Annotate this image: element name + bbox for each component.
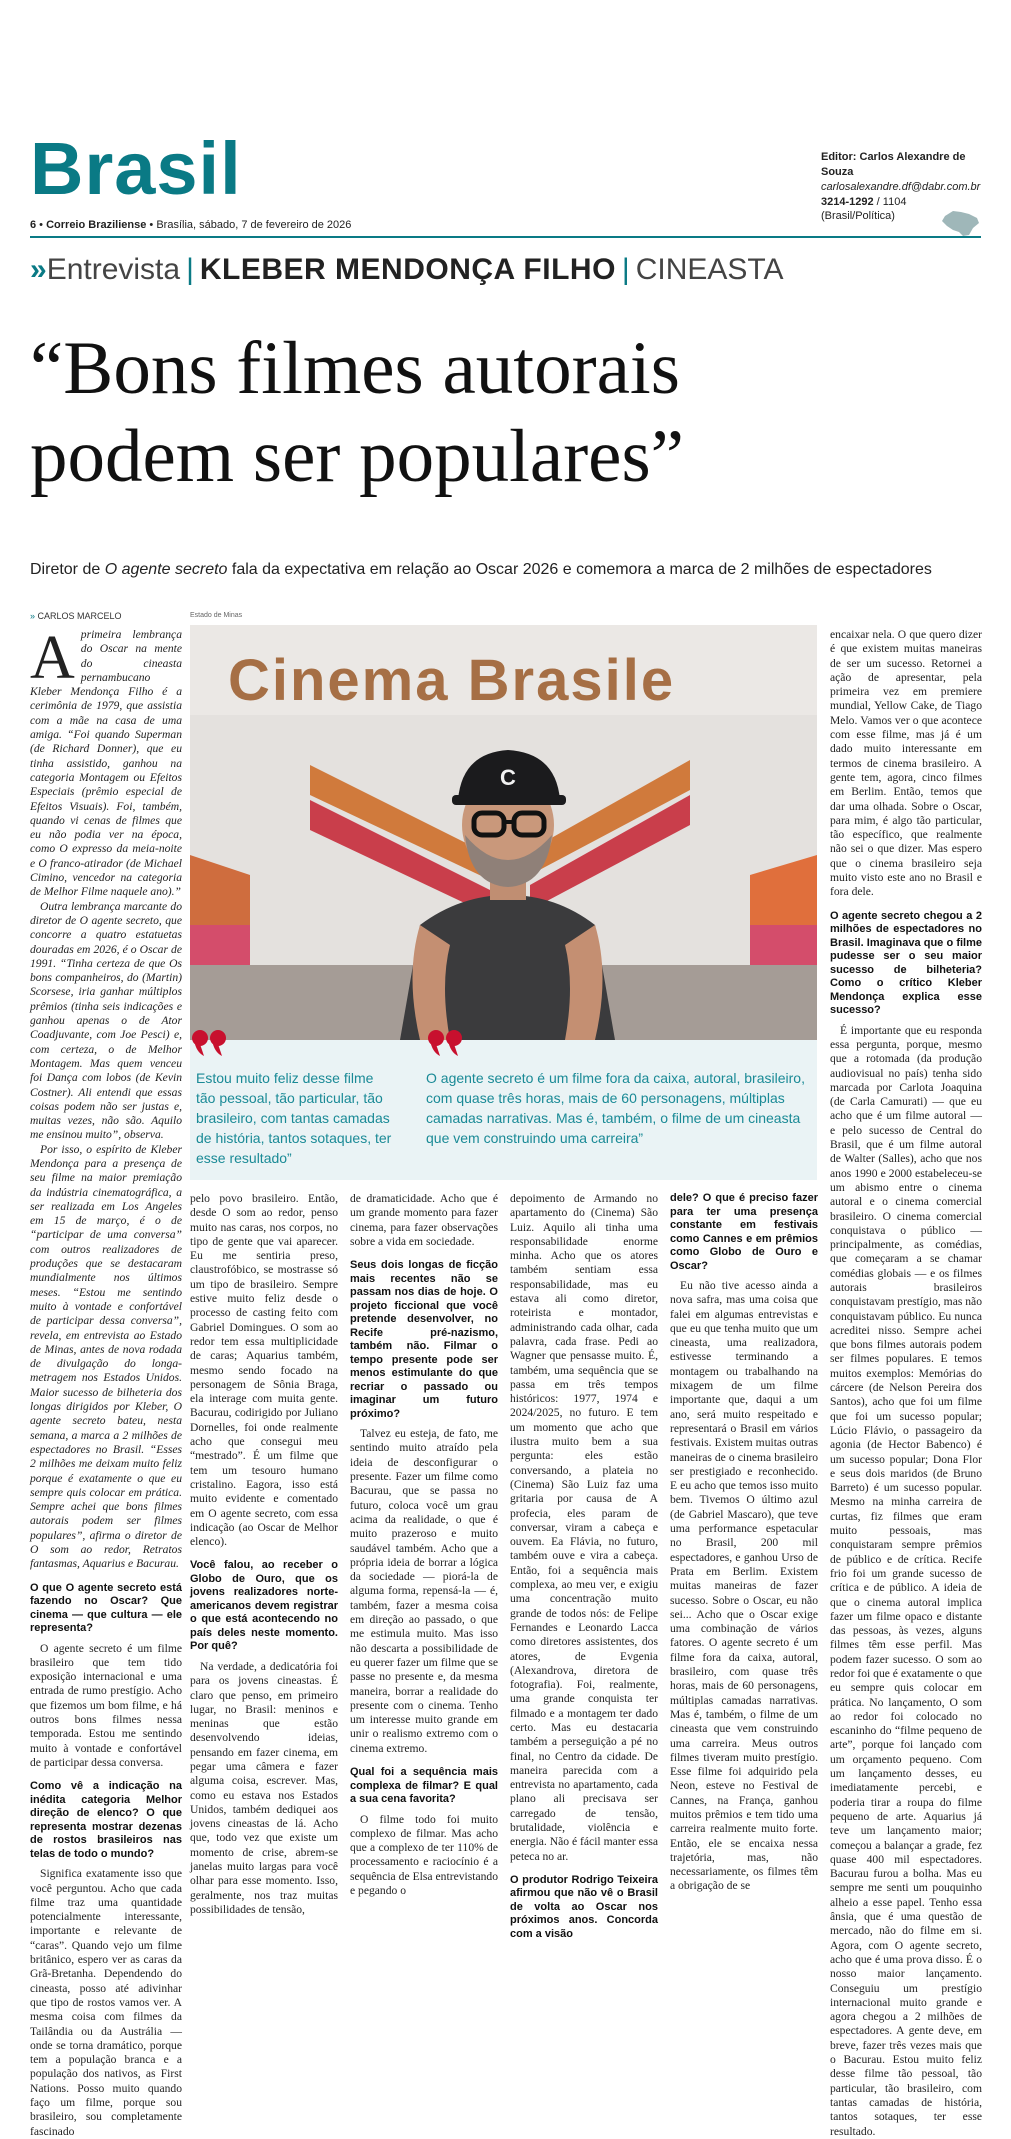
question-2: Como vê a indicação na inédita categoria Melhor direção de elenco? O que representa mostrar dezenas de rostos brasileiros nas telas de todo o mundo? xyxy=(30,1780,182,1860)
headline-line-1: “Bons filmes autorais xyxy=(30,327,680,410)
question-1: O que O agente secreto está fazendo no Oscar? Que cinema — que cultura — ele representa? xyxy=(30,1581,182,1635)
byline xyxy=(30,611,122,621)
column-1 xyxy=(30,624,182,2138)
column-4 xyxy=(510,1192,658,1940)
kicker-separator: | xyxy=(186,253,194,286)
intro-paragraph-3: Por isso, o espírito de Kleber Mendonça para a presença de seu filme na maior premiação da indústria cinematográfica, a ser realizada em Los Angeles em 15 de março, é o de “participar de uma conversa” com outros realizadores de produções que se destacaram mundialmente nos últimos meses. “Estou me sentindo muito à vontade e confortável de participar dessa conversa”, revela, em entrevista ao Estado de Minas, antes de nova rodada de divulgação do longa-metragem nos Estados Unidos. Maior sucesso de bilheteria dos longas dirigidos por Kleber, O agente secreto bateu, nesta semana, a marca a 2 milhões de espectadores no Brasil. “Esses 2 milhões me deixam muito feliz porque é exatamente o que eu sempre quis colocar em prática. Sempre achei que bons filmes autorais podem ser filmes populares”, afirma o diretor de O som ao redor, Retratos fantasmas, Aquarius e Bacurau. xyxy=(30,1142,182,1571)
kicker-separator: | xyxy=(621,253,630,286)
subhead-post: fala da expectativa em relação ao Oscar 2026 e comemora a marca de 2 milhões de espectadores xyxy=(227,561,932,578)
column-2 xyxy=(190,1192,338,1916)
section-kicker xyxy=(30,252,784,288)
answer-6: Eu não tive acesso ainda a nova safra, mas uma coisa que falei em algumas entrevistas e que eu que tenha muito que um cineasta, uma realizadora, estivesse terminando a montagem ou trabalhando na mixagem de um filme importante que, daqui a um ano, será muito respeitado e representará o Brasil em vários festivais. Existem muitas outras maneiras de o cinema brasileiro ser prestigiado e reconhecido. E eu acho que temos isso muito bem. Tivemos O último azul (de Gabriel Mascaro), que teve uma performance espetacular no Brasil, 200 mil espectadores, e ganhou Urso de Prata em Berlim. Existem muitas maneiras de fazer sucesso. Sobre o Oscar, eu não sei... Acho que o Oscar exige uma combinação de vários fatores. O agente secreto é um filme fora da caixa, autoral, brasileiro, com quase três horas, mais de 60 personagens, múltiplas camadas narrativas. Mas é, também, o filme de um cineasta que vem construindo uma carreira. Meus outros filmes tiveram muito prestígio. Esse filme foi adquirido pela Neon, esteve no Festival de Cannes, na França, ganhou muitos prêmios e tem tido uma carreira realmente muito forte. Então, ele se encaixa nessa trajetória, mas, não necessariamente, os filmes têm a obrigação de se xyxy=(670,1279,818,1893)
quote-mark-right-icon xyxy=(426,1026,466,1060)
dateline: Brasília, sábado, 7 de fevereiro de 2026 xyxy=(156,219,352,231)
subhead xyxy=(30,560,981,581)
answer-4: Talvez eu esteja, de fato, me sentindo muito atraído pela ideia de desconfigurar o presente. Fazer um filme como Bacurau, que se passa no futuro, coloca você um grau acima da realidade, o que é muito prazeroso e muito saudável também. Acho que a própria ideia de borrar a lógica da sociedade — piorá-la de alguma forma, repensá-la — é, também, fazer a mesma coisa em direção ao passado, o que me estimula muito. Mas isso não descarta a possibilidade de eu querer fazer um filme que se passe no presente e, da mesma maneira, borrar a realidade do presente com o cinema. Tenho um interesse muito grande em unir o realismo extremo com o cinema extremo. xyxy=(350,1427,498,1755)
question-4: Seus dois longas de ficção mais recentes não se passam nos dias de hoje. O projeto ficcional que você pretende desenvolver, no Recife pré-nazismo, também não. Filmar o tempo presente pode ser menos estimulante do que recriar o passado ou imaginar um futuro próximo? xyxy=(350,1259,498,1420)
editor-phone: 3214-1292 xyxy=(821,195,874,208)
answer-3: Na verdade, a dedicatória foi para os jovens cineastas. É claro que penso, em primeiro lugar, no Brasil: meninos e meninas que estão desenvolvendo ideias, pensando em fazer cinema, em pegar uma câmera e fazer alguma coisa, escrever. Mas, como eu estava nos Estados Unidos, também dediquei aos jovens cineastas de lá. Acho que, todo vez que existe um momento de crise, abrem-se janelas muito largas para você olhar para esse momento. Isso, geralmente, nos traz muitas possibilidades de tensão, xyxy=(190,1659,338,1916)
editor-email[interactable]: carlosalexandre.df@dabr.com.br xyxy=(821,180,981,193)
headline-line-2: podem ser populares” xyxy=(30,415,684,498)
editor-name: Editor: Carlos Alexandre de Souza xyxy=(821,151,966,178)
page-number: 6 xyxy=(30,219,37,231)
photo-credit: Estado de Minas xyxy=(190,612,243,619)
answer-1: O agente secreto é um filme brasileiro que tem tido exposição internacional e uma entrada de rumo prestígio. Acho que fizemos um bom filme, e há outros bons filmes nessa temporada. Estou me sentindo muito à vontade e confortável de participar dessa conversa. xyxy=(30,1641,182,1769)
question-3: Você falou, ao receber o Globo de Ouro, que os jovens realizadores norte-americanos devem registrar o que está acontecendo no país deles neste momento. Por quê? xyxy=(190,1559,338,1653)
pull-quotes xyxy=(190,1040,817,1180)
svg-text:C: C xyxy=(500,765,516,790)
question-6: O produtor Rodrigo Teixeira afirmou que não vê o Brasil de volta ao Oscar nos próximos anos. Concorda com a visão xyxy=(510,1873,658,1940)
answer-2: Significa exatamente isso que você perguntou. Acho que cada filme traz uma quantidade potencialmente interessante, importante e relevante de “caras”. Quando vejo um filme britânico, espero ver as caras da Grã-Bretanha. Dependendo do cineasta, posso até adivinhar que tipo de rostos vamos ver. A mesma coisa com filmes da Tailândia ou da Austrália — onde se torna dramático, porque tem a população branca e a população dos nativos, as First Nations. Posso muito quando faço um filme, porque sou brasileiro, sou completamente fascinado xyxy=(30,1867,182,2138)
photo-kleber-mendonca xyxy=(190,625,817,1040)
section-title: Brasil xyxy=(30,127,242,210)
intro-paragraph xyxy=(30,624,182,900)
drop-cap: A xyxy=(30,624,75,692)
answer-5: O filme todo foi muito complexo de filmar. Mas acho que a complexo de ter 110% de processamento e raciocínio é a sequência de Elsa entrevistando e pegando o xyxy=(350,1812,498,1897)
answer-5-cont: depoimento de Armando no apartamento do (Cinema) São Luiz. Aquilo ali tinha uma responsabilidade enorme minha. Acho que os atores também sentiam essa responsabilidade, mas eu estava ali como diretor, roteirista e montador, administrando cada olhar, cada palavra, cada frase. Pedi ao Wagner que pensasse muito. É, também, uma sequência que se passa em três tempos históricos: 1977, 1974 e 2024/2025, no futuro. E tem um momento que acho que ilustra muito bem a sua pergunta: eles estão conversando, a plateia no (Cinema) São Luiz faz uma gritaria por causa de A profecia, eles param de conversar, viram a cabeça e ouvem. Ea Flávia, no futuro, também ouve e vira a cabeça. Então, foi a sequência mais complexa, ao meu ver, e exigiu uma concentração muito grande de todos nós: de Felipe Fernandes e Leonardo Lacca como diretores assistentes, dos atores, de Evgenia (Alexandrova, diretora de fotografia). Foi, realmente, uma grande conquista ter filmado e a montagem ter dado certo. Mas eu destacaria também a perseguição a pé no final, no Centro da cidade. De maneira parecida com a entrevista no apartamento, cada plano ali precisava ser carregado de tensão, brutalidade, violência e energia. Não é fácil manter essa peteca no ar. xyxy=(510,1192,658,1863)
question-7: O agente secreto chegou a 2 milhões de espectadores no Brasil. Imaginava que o filme pudesse ser o seu maior sucesso de bilheteria? Como o crítico Kleber Mendonça explica esse sucesso? xyxy=(830,909,982,1017)
column-3 xyxy=(350,1192,498,1897)
interviewee-role: CINEASTA xyxy=(635,253,784,286)
byline-bullet-icon: » xyxy=(30,611,38,621)
interviewee-name: KLEBER MENDONÇA FILHO xyxy=(199,253,616,286)
intro-text: primeira lembrança do Oscar na mente do cineasta pernambucano Kleber Mendonça Filho é a cerimônia de 1979, que assistia com a mãe na casa de uma amiga. “Foi quando Superman (de Richard Donner), que eu tinha assistido, ganhou na categoria Montagem ou Efeitos Especiais (prêmio especial de Efeitos Visuais). Foi, também, quando vi cenas de filmes que eu não podia ver na época, como O expresso da meia-noite e O franco-atirador (de Michael Cimino, vencedor na categoria de Melhor Filme naquele ano).” xyxy=(30,628,182,899)
section-logo xyxy=(30,127,242,210)
answer-6-cont: encaixar nela. O que quero dizer é que existem muitas maneiras de ser um sucesso. Retornei a ação de apresentar, pela primeira vez em premiere mundial, Yellow Cake, de Tiago Melo. Vamos ver o que acontece com esse filme, mas já é um dado muito interessante em termos de cinema brasileiro. A gente tem, agora, cinco filmes em Berlim. Então, temos que dar uma olhada. Sobre o Oscar, para mim, é algo tão particular, tão específico, que realmente não sei o que dizer. Mas espero que o cinema brasileiro seja muito visto este ano no Brasil e fora dele. xyxy=(830,628,982,899)
subhead-pre: Diretor de xyxy=(30,561,105,578)
masthead xyxy=(0,0,1011,240)
answer-3-cont: de dramaticidade. Acho que é um grande momento para fazer cinema, para fazer observações sobre a vida em sociedade. xyxy=(350,1192,498,1248)
folio: 6 • Correio Braziliense • Brasília, sábado, 7 de fevereiro de 2026 xyxy=(30,219,352,231)
answer-2-cont: pelo povo brasileiro. Então, desde O som ao redor, penso muito nas caras, nos corpos, no tipo de gente que vai aparecer. Eu me sentiria preso, claustrofóbico, se mostrasse só um tipo de brasileiro. Sempre estive muito feliz desde o processo de casting feito com Gabriel Domingues. O som ao redor tem essa multiplicidade de caras; Aquarius também, mesmo sendo focado na personagem de Sônia Braga, ela interage com muita gente. Bacurau, codirigido por Juliano Dornelles, foi onde realmente acho que consegui meu “mestrado”. É um filme que tem um tesouro humano cristalino. Eagora, isso está muito evidente e comentado em O agente secreto, com essa indicação (ao Oscar de Melhor elenco). xyxy=(190,1192,338,1549)
top-rule xyxy=(30,236,981,238)
quote-mark-left-icon xyxy=(190,1026,230,1060)
byline-author: CARLOS MARCELO xyxy=(37,611,122,621)
editor-desk: / 1104 (Brasil/Política) xyxy=(821,195,907,223)
pull-quote-right: O agente secreto é um filme fora da caixa, autoral, brasileiro, com quase três horas, mais de 60 personagens, múltiplas camadas narrativas. Mas é, também, o filme de um cineasta que vem construindo uma carreira” xyxy=(426,1070,805,1146)
photo-neon-sign: Cinema Brasile xyxy=(228,648,676,713)
column-5 xyxy=(670,1192,818,1893)
pull-quote-left: Estou muito feliz desse filme tão pessoal, tão particular, tão brasileiro, com tantas camadas de história, tantos sotaques, ter esse resultado” xyxy=(196,1070,392,1166)
subhead-film: O agente secreto xyxy=(104,561,228,578)
headline xyxy=(30,325,981,501)
kicker-label: Entrevista xyxy=(46,253,181,286)
kicker-arrows-icon: » xyxy=(30,253,47,286)
answer-7: É importante que eu responda essa pergunta, porque, mesmo que a rotomada (da produção audiovisual no país) tenha sido marcada por Carlota Joaquina (de Carla Camurati) — que eu acho que é um filme autoral — e pelo sucesso de Central do Brasil, que é um filme autoral de Walter (Salles), acho que nos anos 1990 e 2000 estabeleceu-se um abismo entre o cinema autoral e o cinema comercial brasileiro. O cinema comercial conquistava o público — principalmente, as comédias, que começaram a se chamar comédias globais — e os filmes autorais brasileiros conquistavam prestígio, mas não conquistavam público. Eu nunca acreditei nisso. Sempre achei que bons filmes autorais podem ser filmes populares. E temos muitos exemplos: Memórias do cárcere (de Nelson Pereira dos Santos), acho que foi um filme que foi um sucesso popular; Lúcio Flávio, o passageiro da agonia (de Hector Babenco) é um sucesso popular; Dona Flor e seus dois maridos (de Bruno Barreto) é um sucesso popular. Mesmo na minha carreira de curtas, fiz filmes que eram muito pessoais, mas conquistaram sempre prêmios de público e de crítica. Recife frio foi um grande sucesso de crítica e de público. A ideia de que o cinema autoral implica fazer um filme opaco e distante das pessoas, às vezes, alguns filmes têm esse perfil. Mas podem fazer sucesso. O som ao redor foi que é exatamente o que eu sempre quis colocar em prática. No lançamento, O som ao redor foi colocado no escaninho do “filme pequeno de arte”, porque foi lançado com um orçamento pequeno. Com um lançamento desses, eu imediatamente percebi, e poderia tirar a roupa do filme pequeno de arte. Aquarius já teve um lançamento maior; começou a balançar a grade, fez quase 400 mil espectadores. Bacurau furou a bolha. Mas eu sempre me senti um pouquinho alheio a esse papel. Tenho essa ânsia, que é uma questão de mercado, não do filme em si. Agora, com O agente secreto, acho que é uma prova disso. É o nosso maior lançamento. Conseguiu um prestígio internacional muito grande e agora chegou a 2 milhões de espectadores. A gente deve, em breve, fazer três vezes mais que o Bacurau. Estou muito feliz desse filme tão pessoal, tão particular, tão brasileiro, com tantas camadas de história, tantos sotaques, ter esse resultado. xyxy=(830,1023,982,2138)
paper-name: Correio Braziliense xyxy=(46,219,147,231)
question-5: Qual foi a sequência mais complexa de filmar? E qual a sua cena favorita? xyxy=(350,1766,498,1806)
column-6 xyxy=(830,628,982,2138)
question-6-cont: dele? O que é preciso fazer para ter uma presença constante em festivais como Cannes e em prêmios como Globo de Ouro e Oscar? xyxy=(670,1192,818,1272)
intro-paragraph-2: Outra lembrança marcante do diretor de O agente secreto, que concorre a quatro estatuetas douradas em 2026, é o Oscar de 1991. “Tinha certeza de que Os bons companheiros, do (Martin) Scorsese, iria ganhar múltiplos prêmios (tinha seis indicações e ganhou apenas o de Ator Coadjuvante, com Joe Pesci) e, com certeza, o de Melhor Montagem. Mas quem venceu foi Dança com lobos (de Kevin Costner). Ali entendi que essas coisas podem não ser justas e, muitas vezes, não são. Aquilo me ensinou muito”, observa. xyxy=(30,899,182,1142)
brazil-map-icon xyxy=(939,208,981,238)
